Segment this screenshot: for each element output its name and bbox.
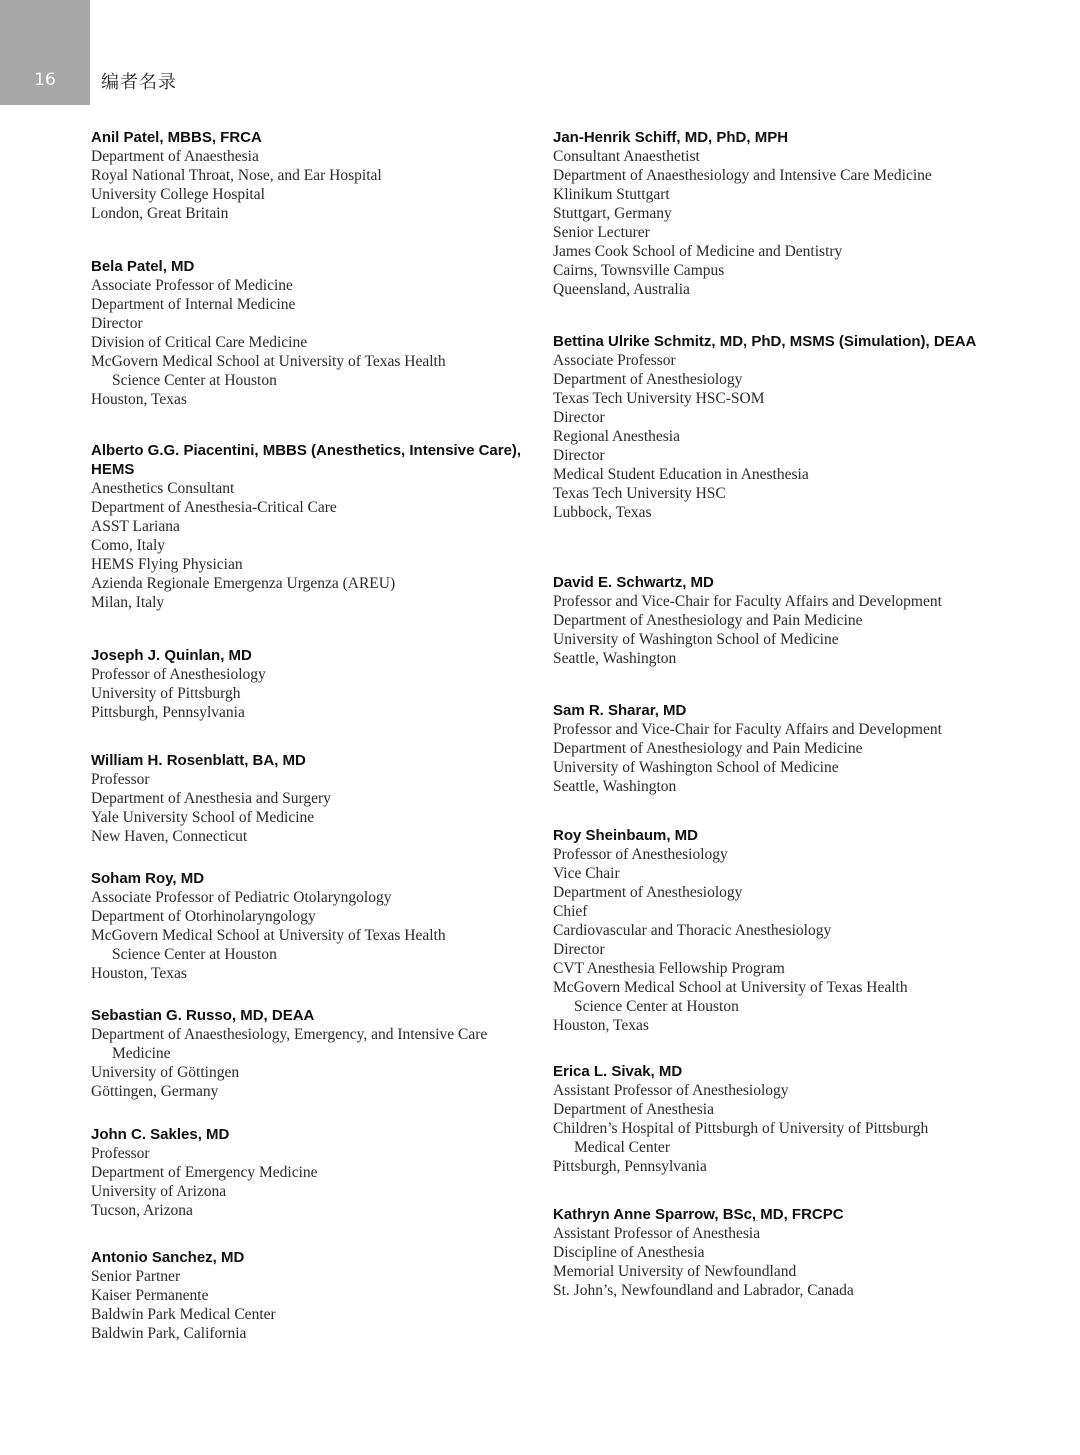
affiliation-line: Professor and Vice-Chair for Faculty Affairs and Development	[553, 721, 942, 738]
affiliation-list	[91, 665, 531, 722]
affiliation-list	[91, 1144, 531, 1220]
affiliation-line: Department of Anesthesia	[553, 1101, 714, 1118]
affiliation-list	[91, 147, 531, 223]
affiliation-list	[553, 592, 978, 668]
contributor-entry	[553, 1062, 978, 1176]
contributor-entry	[91, 257, 531, 409]
affiliation-list	[91, 1025, 531, 1101]
contributor-entry	[553, 332, 978, 522]
affiliation-line: Houston, Texas	[553, 1017, 649, 1034]
contributor-name: Sam R. Sharar, MD	[553, 702, 687, 719]
affiliation-line: Department of Internal Medicine	[91, 296, 296, 313]
contributor-name: David E. Schwartz, MD	[553, 574, 714, 591]
affiliation-line: CVT Anesthesia Fellowship Program	[553, 960, 785, 977]
contributor-name: Bettina Ulrike Schmitz, MD, PhD, MSMS (Simulation), DEAA	[553, 333, 977, 350]
affiliation-line: Göttingen, Germany	[91, 1083, 219, 1100]
affiliation-line: Associate Professor	[553, 352, 676, 369]
affiliation-line: University of Göttingen	[91, 1064, 240, 1081]
affiliation-line: McGovern Medical School at University of Texas Health	[91, 353, 446, 370]
contributor-name: Bela Patel, MD	[91, 258, 195, 275]
contributor-name: Soham Roy, MD	[91, 870, 205, 887]
contributor-name: William H. Rosenblatt, BA, MD	[91, 752, 306, 769]
affiliation-line: Senior Lecturer	[553, 224, 650, 241]
affiliation-line: Pittsburgh, Pennsylvania	[91, 704, 245, 721]
affiliation-list	[553, 147, 978, 299]
affiliation-line: Professor of Anesthesiology	[553, 846, 728, 863]
affiliation-line: Baldwin Park, California	[91, 1325, 247, 1342]
affiliation-line: Science Center at Houston	[112, 946, 277, 963]
affiliation-line: Department of Anaesthesiology, Emergency, and Intensive Care	[91, 1026, 488, 1043]
affiliation-line: St. John’s, Newfoundland and Labrador, Canada	[553, 1282, 854, 1299]
affiliation-line: Medicine	[112, 1045, 171, 1062]
affiliation-line: McGovern Medical School at University of Texas Health	[91, 927, 446, 944]
affiliation-line: Department of Anesthesiology and Pain Medicine	[553, 740, 863, 757]
affiliation-line: Children’s Hospital of Pittsburgh of University of Pittsburgh	[553, 1120, 929, 1137]
affiliation-line: Memorial University of Newfoundland	[553, 1263, 797, 1280]
affiliation-line: Baldwin Park Medical Center	[91, 1306, 276, 1323]
affiliation-line: Director	[553, 447, 605, 464]
affiliation-line: Medical Student Education in Anesthesia	[553, 466, 809, 483]
contributor-entry	[91, 646, 531, 722]
affiliation-line: Anesthetics Consultant	[91, 480, 235, 497]
affiliation-line: Professor	[91, 1145, 150, 1162]
affiliation-line: Assistant Professor of Anesthesiology	[553, 1082, 789, 1099]
affiliation-line: University of Washington School of Medicine	[553, 759, 839, 776]
affiliation-line: Senior Partner	[91, 1268, 181, 1285]
affiliation-line: Professor and Vice-Chair for Faculty Affairs and Development	[553, 593, 942, 610]
affiliation-line: University of Arizona	[91, 1183, 227, 1200]
contributor-name: Jan-Henrik Schiff, MD, PhD, MPH	[553, 129, 789, 146]
affiliation-line: Seattle, Washington	[553, 650, 677, 667]
contributor-entry	[91, 441, 531, 612]
contributor-name: Roy Sheinbaum, MD	[553, 827, 699, 844]
affiliation-line: Assistant Professor of Anesthesia	[553, 1225, 761, 1242]
affiliation-line: Professor	[91, 771, 150, 788]
affiliation-line: Director	[553, 941, 605, 958]
contributor-entry	[553, 128, 978, 299]
affiliation-list	[91, 479, 531, 612]
affiliation-line: Department of Anesthesiology	[553, 371, 743, 388]
affiliation-line: Texas Tech University HSC	[553, 485, 726, 502]
affiliation-line: University of Pittsburgh	[91, 685, 241, 702]
affiliation-line: University of Washington School of Medicine	[553, 631, 839, 648]
affiliation-list	[91, 1267, 531, 1343]
affiliation-line: London, Great Britain	[91, 205, 229, 222]
affiliation-line: Milan, Italy	[91, 594, 165, 611]
affiliation-line: Associate Professor of Pediatric Otolaryngology	[91, 889, 392, 906]
contributor-name: Kathryn Anne Sparrow, BSc, MD, FRCPC	[553, 1206, 844, 1223]
contributor-name: Anil Patel, MBBS, FRCA	[91, 129, 262, 146]
affiliation-line: Science Center at Houston	[112, 372, 277, 389]
affiliation-line: James Cook School of Medicine and Dentistry	[553, 243, 843, 260]
affiliation-line: Associate Professor of Medicine	[91, 277, 293, 294]
affiliation-list	[91, 276, 531, 409]
affiliation-line: Medical Center	[574, 1139, 670, 1156]
affiliation-line: ASST Lariana	[91, 518, 180, 535]
affiliation-line: Kaiser Permanente	[91, 1287, 209, 1304]
affiliation-line: Department of Anaesthesiology and Intensive Care Medicine	[553, 167, 932, 184]
affiliation-line: Department of Anesthesiology and Pain Medicine	[553, 612, 863, 629]
affiliation-line: Department of Anesthesia-Critical Care	[91, 499, 337, 516]
contributor-entry	[553, 1205, 978, 1300]
contributor-entry	[91, 751, 531, 846]
contributor-entry	[91, 869, 531, 983]
affiliation-line: Stuttgart, Germany	[553, 205, 672, 222]
contributor-name: John C. Sakles, MD	[91, 1126, 230, 1143]
affiliation-line: Department of Anesthesia and Surgery	[91, 790, 331, 807]
affiliation-list	[553, 351, 978, 522]
affiliation-line: Department of Anaesthesia	[91, 148, 259, 165]
affiliation-line: Royal National Throat, Nose, and Ear Hospital	[91, 167, 382, 184]
affiliation-line: Azienda Regionale Emergenza Urgenza (AREU)	[91, 575, 396, 592]
affiliation-line: Chief	[553, 903, 588, 920]
affiliation-line: Tucson, Arizona	[91, 1202, 193, 1219]
affiliation-line: Pittsburgh, Pennsylvania	[553, 1158, 707, 1175]
affiliation-line: Director	[553, 409, 605, 426]
affiliation-line: Lubbock, Texas	[553, 504, 652, 521]
affiliation-line: HEMS Flying Physician	[91, 556, 243, 573]
affiliation-list	[91, 770, 531, 846]
affiliation-line: Cardiovascular and Thoracic Anesthesiology	[553, 922, 832, 939]
affiliation-line: Director	[91, 315, 143, 332]
affiliation-list	[553, 720, 978, 796]
section-title: 编者名录	[101, 72, 177, 93]
contributor-entry	[553, 826, 978, 1035]
affiliation-list	[91, 888, 531, 983]
contributor-name: Joseph J. Quinlan, MD	[91, 647, 252, 664]
page-number: 16	[34, 70, 56, 90]
affiliation-line: Houston, Texas	[91, 965, 187, 982]
affiliation-line: University College Hospital	[91, 186, 265, 203]
affiliation-list	[553, 1224, 978, 1300]
contributor-name: Sebastian G. Russo, MD, DEAA	[91, 1007, 315, 1024]
affiliation-line: Department of Emergency Medicine	[91, 1164, 318, 1181]
affiliation-line: McGovern Medical School at University of Texas Health	[553, 979, 908, 996]
affiliation-line: Department of Otorhinolaryngology	[91, 908, 316, 925]
affiliation-line: Queensland, Australia	[553, 281, 690, 298]
contributor-name: Erica L. Sivak, MD	[553, 1063, 683, 1080]
affiliation-line: Cairns, Townsville Campus	[553, 262, 725, 279]
contributor-entry	[553, 573, 978, 668]
affiliation-line: Regional Anesthesia	[553, 428, 680, 445]
contributor-entry	[91, 128, 531, 223]
affiliation-line: Como, Italy	[91, 537, 166, 554]
contributor-entry	[91, 1248, 531, 1343]
affiliation-line: Vice Chair	[553, 865, 620, 882]
affiliation-line: Discipline of Anesthesia	[553, 1244, 705, 1261]
affiliation-line: New Haven, Connecticut	[91, 828, 248, 845]
contributor-entry	[553, 701, 978, 796]
affiliation-line: Science Center at Houston	[574, 998, 739, 1015]
affiliation-line: Texas Tech University HSC-SOM	[553, 390, 765, 407]
affiliation-line: Professor of Anesthesiology	[91, 666, 266, 683]
affiliation-list	[553, 1081, 978, 1176]
affiliation-line: Klinikum Stuttgart	[553, 186, 670, 203]
contributor-entry	[91, 1125, 531, 1220]
affiliation-line: Houston, Texas	[91, 391, 187, 408]
contributor-entry	[91, 1006, 531, 1101]
affiliation-line: Yale University School of Medicine	[91, 809, 315, 826]
affiliation-line: Division of Critical Care Medicine	[91, 334, 308, 351]
affiliation-list	[553, 845, 978, 1035]
affiliation-line: Seattle, Washington	[553, 778, 677, 795]
contributor-name: Antonio Sanchez, MD	[91, 1249, 245, 1266]
affiliation-line: Department of Anesthesiology	[553, 884, 743, 901]
contributor-name: Alberto G.G. Piacentini, MBBS (Anesthetics, Intensive Care), HEMS	[91, 442, 522, 478]
affiliation-line: Consultant Anaesthetist	[553, 148, 700, 165]
